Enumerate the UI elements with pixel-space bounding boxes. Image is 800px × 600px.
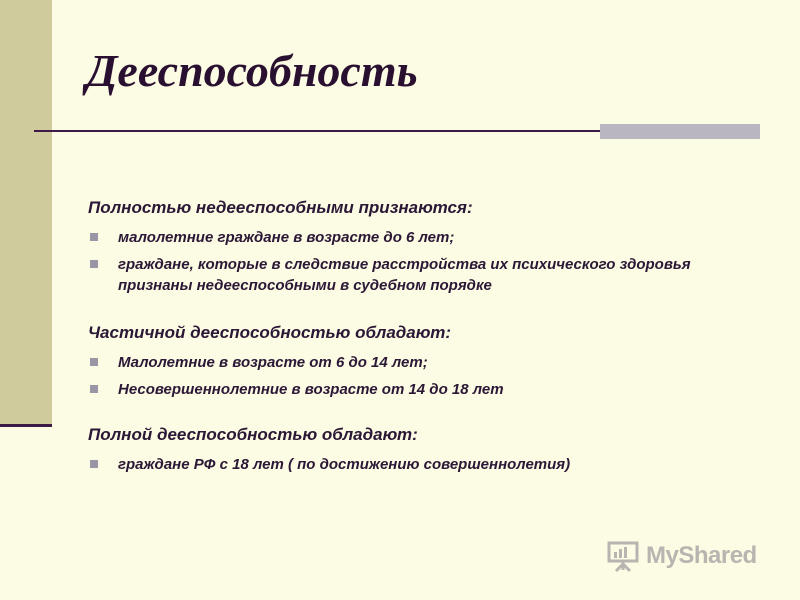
section-fully-incapable [88,197,768,296]
list-item: граждане РФ с 18 лет ( по достижению совершеннолетия) [88,454,768,475]
square-bullet-icon [90,233,98,241]
list-item: малолетние граждане в возрасте до 6 лет; [88,227,768,248]
list-item: граждане, которые в следствие расстройства их психического здоровья признаны недееспособными в судебном порядке [88,254,768,296]
square-bullet-icon [90,358,98,366]
title-divider-accent [600,124,760,139]
section-heading: Полной дееспособностью обладают: [88,425,418,444]
left-decor-bar [0,0,52,425]
left-decor-line [0,424,52,427]
myshared-logo [606,536,766,576]
section-partial-capacity [88,322,768,400]
logo-text: MyShared [646,542,757,569]
list-item: Малолетние в возрасте от 6 до 14 лет; [88,352,768,373]
bullet-list [88,227,768,296]
bullet-list [88,454,768,475]
section-heading: Полностью недееспособными признаются: [88,198,473,217]
section-full-capacity [88,424,768,475]
section-heading: Частичной дееспособностью обладают: [88,323,452,342]
list-item: Несовершеннолетние в возрасте от 14 до 18 лет [88,379,768,400]
square-bullet-icon [90,260,98,268]
bullet-list [88,352,768,400]
slide-content [88,197,768,501]
square-bullet-icon [90,460,98,468]
presentation-board-icon [606,539,640,573]
slide-title: Дееспособность [86,45,418,96]
square-bullet-icon [90,385,98,393]
